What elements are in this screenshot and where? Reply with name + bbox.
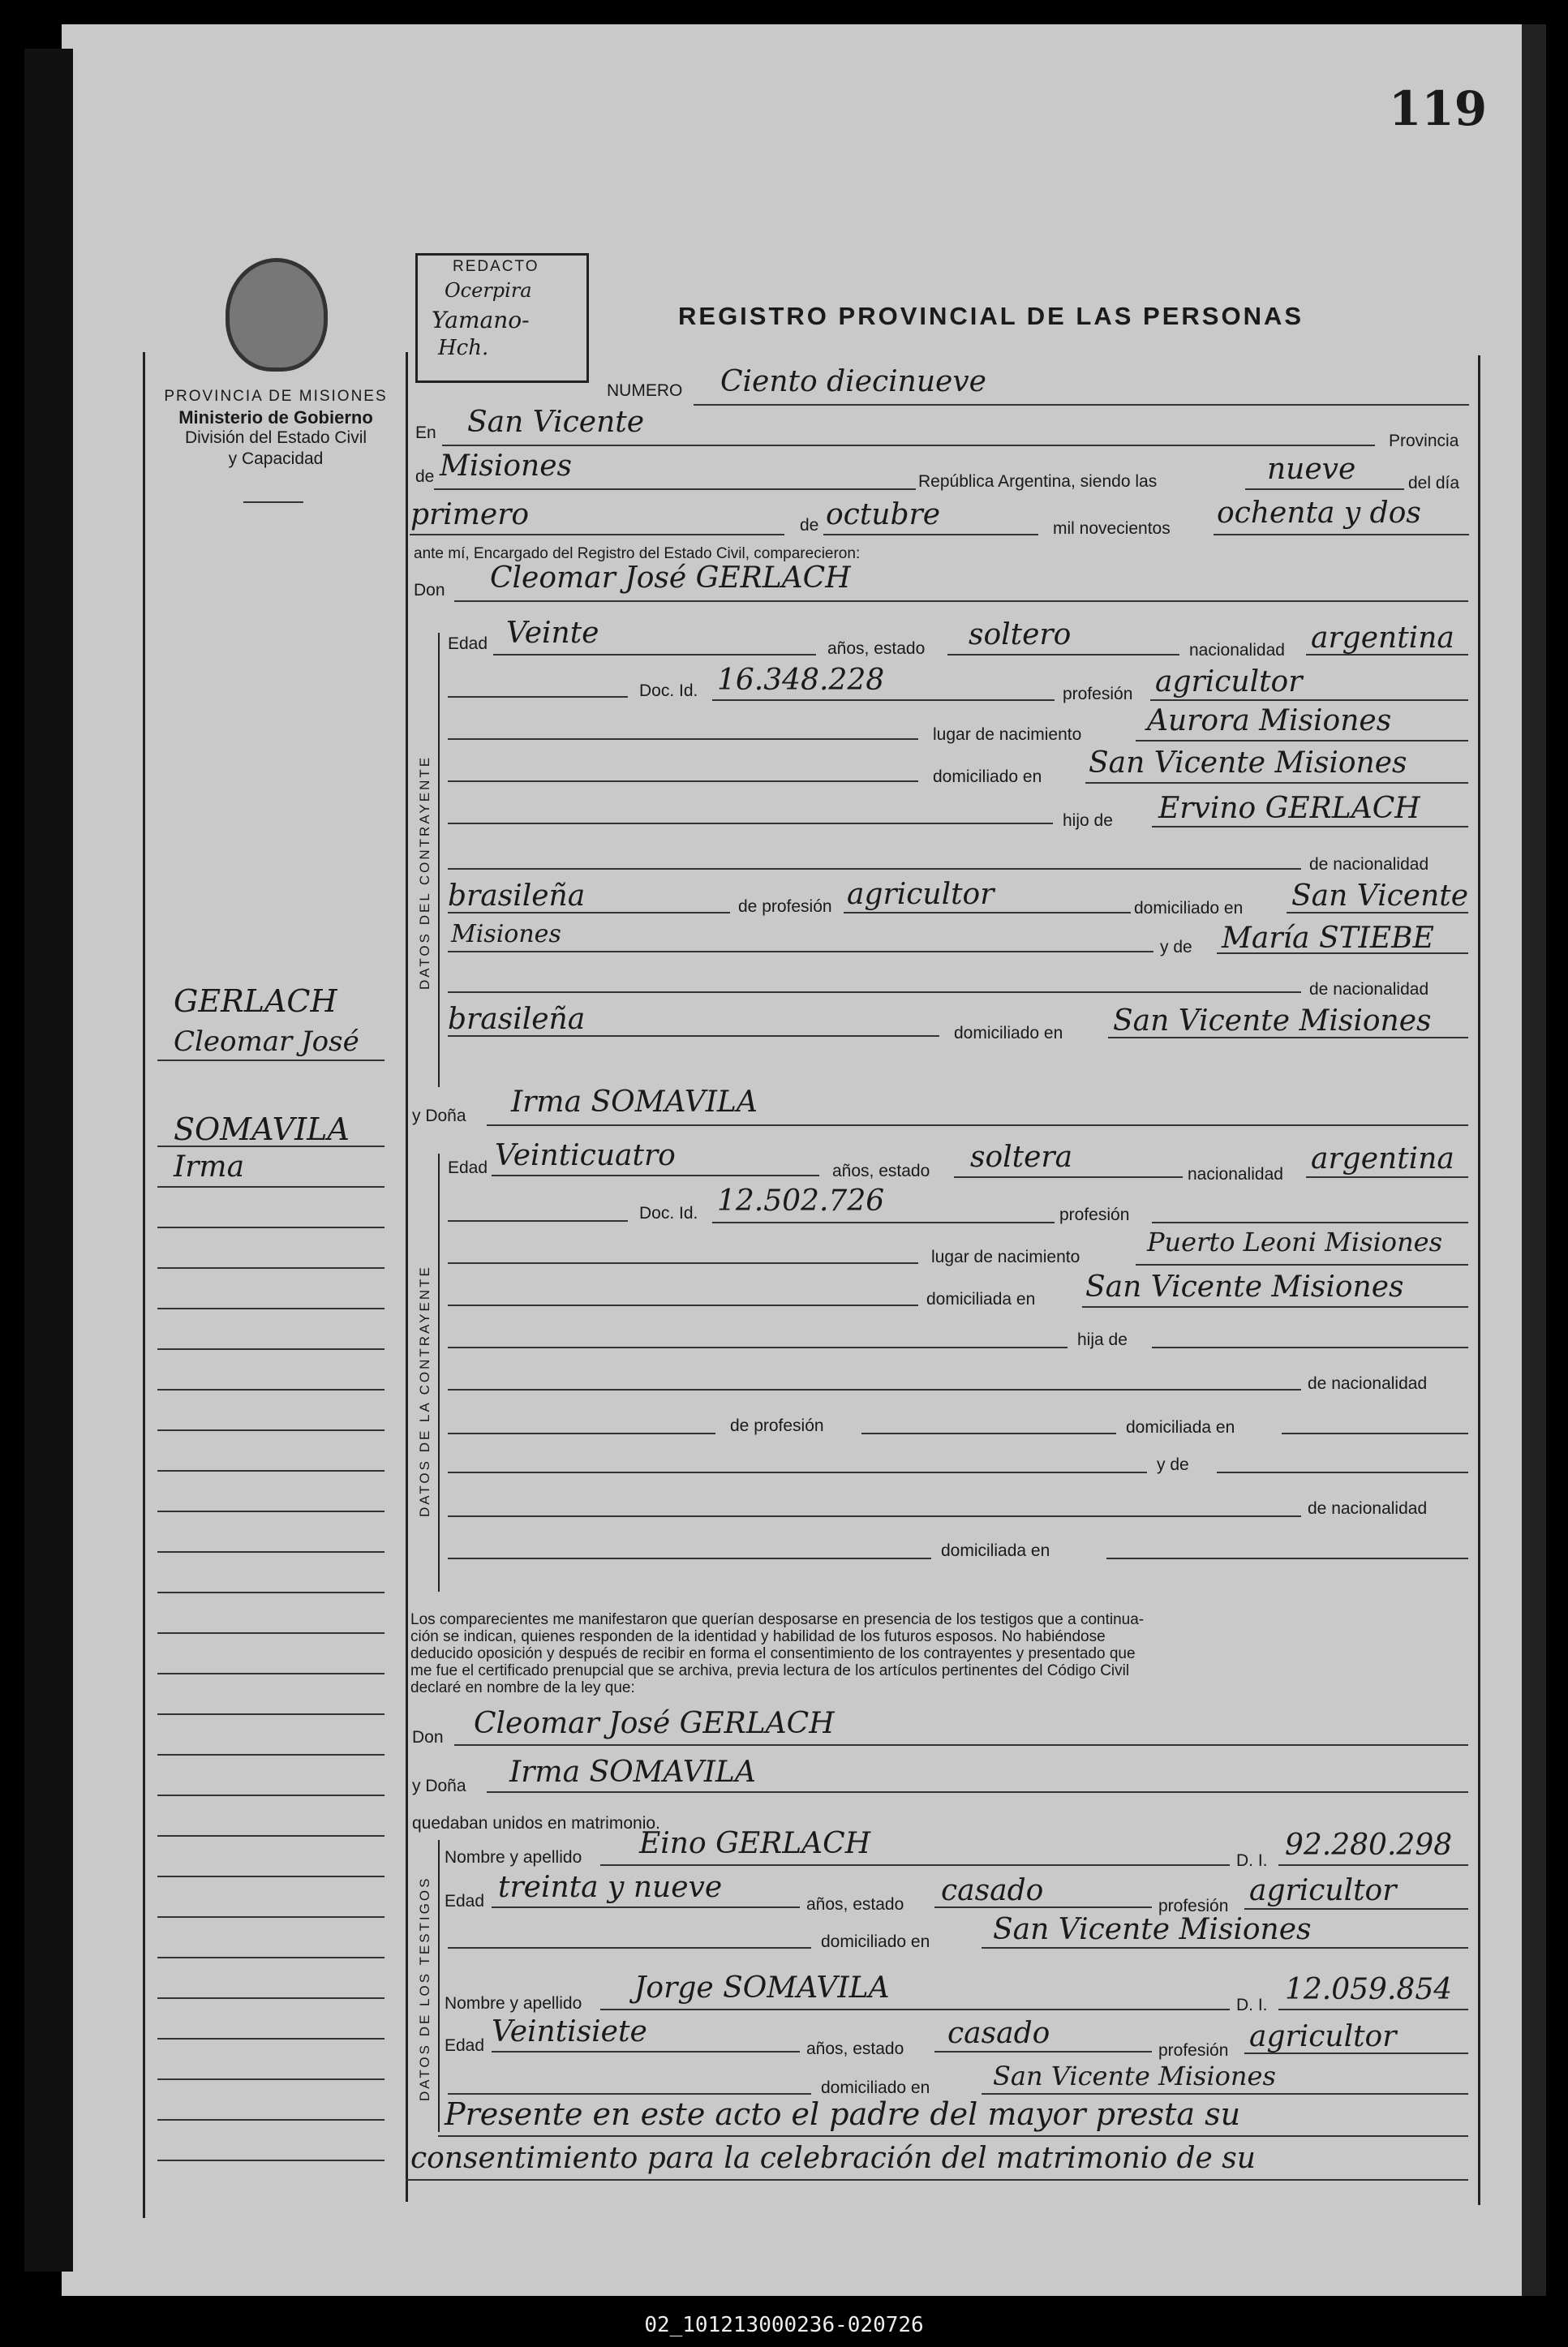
t2-nombre-line — [600, 2009, 1230, 2010]
c-madre-nac-label: de nacionalidad — [1309, 980, 1429, 999]
office-rule — [243, 501, 303, 503]
mes-line — [823, 534, 1038, 535]
f-y-de-label: y de — [1157, 1455, 1189, 1474]
c-padre-prof-value: agricultor — [847, 878, 994, 911]
c-madre-nac-lead-line — [448, 991, 1301, 993]
t1-edad-value: treinta y nueve — [498, 1871, 723, 1904]
f-lugar-label: lugar de nacimiento — [931, 1248, 1080, 1266]
margin-rule-6 — [157, 1389, 384, 1391]
f-madre-nac-line — [448, 1558, 931, 1559]
provincia-label: Provincia — [1389, 432, 1459, 450]
t2-prof-value: agricultor — [1249, 2020, 1397, 2053]
c-edad-label: Edad — [448, 634, 488, 653]
unidos-text: quedaban unidos en matrimonio. — [412, 1814, 660, 1833]
declaration-line-3: deducido oposición y después de recibir en forma el consentimiento de los contrayentes y presentado que — [410, 1645, 1136, 1662]
declaration-line-5: declaré en nombre de la ley que: — [410, 1679, 635, 1696]
mes-value: octubre — [826, 498, 941, 531]
decl-dona-label: y Doña — [412, 1777, 466, 1795]
margin-rule-15 — [157, 1754, 384, 1756]
margin-name-3: SOMAVILA — [174, 1111, 350, 1147]
c-nac-line — [1306, 654, 1468, 656]
t2-di-line — [1278, 2009, 1468, 2010]
c-de-prof-label: de profesión — [738, 897, 832, 916]
contrayenta-side-label: DATOS DE LA CONTRAYENTE — [417, 1265, 432, 1517]
stamp-hand-3: Hch. — [438, 336, 489, 360]
margin-rule-4 — [157, 1308, 384, 1309]
decl-dona-line — [487, 1791, 1468, 1793]
t1-anios-label: años, estado — [806, 1895, 904, 1914]
f-nac-label: nacionalidad — [1188, 1165, 1283, 1184]
f-hija-label: hija de — [1077, 1330, 1128, 1349]
declaration-paragraph — [410, 1611, 1478, 1696]
t1-di-label: D. I. — [1236, 1851, 1268, 1870]
f-anios-label: años, estado — [832, 1162, 930, 1180]
stamp-label: REDACTO — [453, 258, 539, 275]
t1-prof-label: profesión — [1158, 1897, 1229, 1915]
t2-anios-label: años, estado — [806, 2040, 904, 2058]
c-dom-label: domiciliado en — [933, 767, 1042, 786]
f-edad-label: Edad — [448, 1158, 488, 1177]
f-madre-dom-line — [1106, 1558, 1468, 1559]
c-dom-line — [1085, 782, 1468, 784]
contrayente-bracket — [438, 633, 440, 1087]
f-dom-label: domiciliada en — [926, 1290, 1036, 1309]
f-dom-line — [1082, 1306, 1468, 1308]
note-line-2: consentimiento para la celebración del matrimonio de su — [410, 2142, 1256, 2175]
t2-edad-value: Veintisiete — [492, 2015, 647, 2048]
t1-dom-value: San Vicente Misiones — [993, 1913, 1312, 1946]
margin-rule-21 — [157, 1997, 384, 1999]
t2-dom-line — [982, 2093, 1468, 2095]
contrayenta-bracket — [438, 1154, 440, 1592]
c-doc-lead-line — [448, 696, 628, 698]
t2-edad-line — [492, 2051, 800, 2053]
c-y-de-label: y de — [1160, 938, 1192, 956]
c-padre-dom-value: San Vicente — [1291, 879, 1469, 913]
t2-nombre-value: Jorge SOMAVILA — [634, 1971, 890, 2005]
numero-value: Ciento diecinueve — [720, 365, 986, 398]
t1-nombre-value: Eino GERLACH — [639, 1827, 871, 1860]
margin-rule-18 — [157, 1876, 384, 1877]
office-division: División del Estado Civil — [184, 428, 367, 447]
mil-label: mil novecientos — [1053, 519, 1171, 538]
f-doc-value: 12.502.726 — [717, 1184, 885, 1218]
margin-rule-8 — [157, 1470, 384, 1472]
f-padre-prof-line — [861, 1433, 1116, 1434]
margin-name-3-line — [157, 1146, 384, 1147]
scan-footer-code: 02_101213000236-020726 — [644, 2313, 924, 2337]
margin-name-2: Cleomar José — [174, 1025, 359, 1058]
c-prof-label: profesión — [1063, 685, 1133, 703]
decl-don-value: Cleomar José GERLACH — [474, 1707, 835, 1740]
f-edad-line — [492, 1175, 819, 1176]
margin-rule-13 — [157, 1673, 384, 1674]
register-title: REGISTRO PROVINCIAL DE LAS PERSONAS — [678, 302, 1304, 330]
f-nac-line — [1306, 1176, 1468, 1178]
c-madre-dom-line — [1108, 1037, 1468, 1038]
margin-rule-19 — [157, 1916, 384, 1918]
hora-value: nueve — [1267, 453, 1356, 486]
margin-rule-5 — [157, 1348, 384, 1350]
t2-di-label: D. I. — [1236, 1996, 1268, 2014]
c-madre-nac-line — [448, 1035, 939, 1037]
c-lugar-label: lugar de nacimiento — [933, 725, 1082, 744]
don-label: Don — [414, 581, 445, 600]
c-madre-nac-value: brasileña — [448, 1003, 586, 1036]
f-hija-line — [1152, 1347, 1468, 1348]
margin-rule-10 — [157, 1551, 384, 1553]
f-doc-line — [712, 1222, 1055, 1223]
t1-dom-line — [982, 1947, 1468, 1949]
margin-rule — [143, 352, 145, 2218]
t1-nombre-label: Nombre y apellido — [445, 1848, 582, 1867]
t1-estado-line — [934, 1906, 1152, 1908]
margin-name-4: Irma — [174, 1150, 245, 1184]
f-dom-lead-line — [448, 1305, 918, 1306]
del-dia-label: del día — [1408, 474, 1460, 492]
provincial-seal-icon — [226, 258, 328, 372]
t2-estado-line — [934, 2051, 1152, 2053]
c-dom-value: San Vicente Misiones — [1089, 746, 1407, 780]
c-madre-dom-label: domiciliado en — [954, 1024, 1063, 1042]
c-estado-value: soltero — [969, 618, 1072, 651]
margin-rule-20 — [157, 1957, 384, 1958]
f-de-prof-label: de profesión — [730, 1416, 824, 1435]
don-value: Cleomar José GERLACH — [490, 561, 851, 595]
c-prof-line — [1150, 699, 1468, 701]
page-number: 119 — [1389, 81, 1488, 136]
t1-prof-line — [1244, 1908, 1468, 1910]
form-left-rule — [406, 352, 408, 2202]
book-binding — [24, 49, 73, 2272]
t1-estado-value: casado — [941, 1874, 1044, 1907]
f-estado-line — [954, 1176, 1183, 1178]
c-nac-value: argentina — [1311, 621, 1454, 655]
c-padre-value: Ervino GERLACH — [1158, 792, 1420, 825]
don-line — [454, 600, 1468, 602]
margin-rule-24 — [157, 2119, 384, 2121]
margin-rule-22 — [157, 2038, 384, 2040]
f-doc-lead-line — [448, 1220, 628, 1222]
f-edad-value: Veinticuatro — [495, 1139, 676, 1172]
f-prof-line — [1152, 1222, 1468, 1223]
c-lugar-lead-line — [448, 738, 918, 740]
margin-rule-7 — [157, 1429, 384, 1431]
t1-di-value: 92.280.298 — [1285, 1829, 1453, 1862]
c-padre-nac-value: brasileña — [448, 879, 586, 913]
de-line — [434, 488, 916, 490]
f-padre-nac-line — [448, 1433, 715, 1434]
dona-value: Irma SOMAVILA — [511, 1085, 758, 1119]
c-lugar-line — [1136, 740, 1468, 741]
t2-dom-lead-line — [448, 2093, 811, 2095]
t2-nombre-label: Nombre y apellido — [445, 1994, 582, 2013]
en-label: En — [415, 423, 436, 442]
ante-text: ante mí, Encargado del Registro del Estado Civil, comparecieron: — [414, 545, 861, 562]
decl-dona-value: Irma SOMAVILA — [509, 1756, 756, 1789]
decl-don-label: Don — [412, 1728, 444, 1747]
c-edad-value: Veinte — [506, 617, 599, 650]
t2-estado-value: casado — [947, 2017, 1050, 2050]
c-padre-nac-lead-line — [448, 868, 1301, 870]
de-value: Misiones — [440, 449, 573, 483]
f-madre-lead-line — [448, 1472, 1147, 1473]
republica-label: República Argentina, siendo las — [918, 472, 1158, 491]
c-hijo-label: hijo de — [1063, 811, 1113, 830]
de-mes-label: de — [800, 516, 819, 535]
declaration-line-4: me fue el certificado prenupcial que se archiva, previa lectura de los artículos pertinentes del Código Civil — [410, 1662, 1130, 1679]
margin-rule-3 — [157, 1267, 384, 1269]
stamp-hand-1: Ocerpira — [445, 279, 532, 302]
c-hijo-lead-line — [448, 823, 1053, 824]
en-line — [442, 445, 1375, 446]
t1-prof-value: agricultor — [1249, 1874, 1397, 1907]
c-padre-nac-line — [448, 912, 730, 913]
office-capacity: y Capacidad — [228, 449, 324, 468]
f-dom-value: San Vicente Misiones — [1085, 1270, 1404, 1304]
t2-prof-label: profesión — [1158, 2041, 1229, 2060]
dona-line — [487, 1124, 1468, 1126]
dia-value: primero — [410, 498, 530, 531]
f-madre-line — [1217, 1472, 1468, 1473]
decl-don-line — [454, 1744, 1468, 1746]
margin-rule-25 — [157, 2160, 384, 2161]
t2-di-value: 12.059.854 — [1285, 1973, 1453, 2006]
margin-rule-11 — [157, 1592, 384, 1593]
note-rule-2 — [406, 2179, 1468, 2181]
t2-dom-value: San Vicente Misiones — [993, 2061, 1276, 2091]
note-rule-1 — [438, 2135, 1468, 2137]
margin-name-2-line — [157, 1060, 384, 1061]
f-doc-label: Doc. Id. — [639, 1204, 698, 1223]
declaration-line-2: ción se indican, quienes responden de la identidad y habilidad de los futuros esposos. No habiéndose — [410, 1628, 1106, 1645]
c-doc-line — [712, 699, 1055, 701]
f-estado-value: soltera — [970, 1141, 1073, 1174]
f-madre-nac-lead-line — [448, 1515, 1301, 1517]
c-padre-dom-line — [1287, 912, 1468, 913]
declaration-line-1: Los comparecientes me manifestaron que querían desposarse en presencia de los testigos que a continua- — [410, 1611, 1145, 1628]
f-madre-nac-label: de nacionalidad — [1308, 1499, 1428, 1518]
office-province: PROVINCIA DE MISIONES — [164, 388, 388, 405]
f-hija-lead-line — [448, 1347, 1068, 1348]
margin-rule-16 — [157, 1795, 384, 1796]
numero-label: NUMERO — [607, 381, 683, 400]
stamp-hand-2: Yamano- — [432, 307, 530, 333]
de-label: de — [415, 467, 435, 486]
c-padre-line — [1152, 826, 1468, 827]
t2-dom-label: domiciliado en — [821, 2078, 930, 2097]
note-line-1: Presente en este acto el padre del mayor presta su — [445, 2096, 1241, 2132]
testigos-bracket — [438, 1840, 440, 2132]
f-madre-dom-label: domiciliada en — [941, 1541, 1050, 1560]
f-de-nac-label: de nacionalidad — [1308, 1374, 1428, 1393]
margin-rule-12 — [157, 1632, 384, 1634]
c-padre-dom2-value: Misiones — [451, 920, 561, 948]
t1-nombre-line — [600, 1864, 1230, 1866]
dona-label: y Doña — [412, 1107, 466, 1125]
c-doc-label: Doc. Id. — [639, 681, 698, 700]
hora-line — [1245, 488, 1404, 490]
f-nac-value: argentina — [1311, 1142, 1454, 1176]
c-padre-dom2-line — [448, 951, 1153, 952]
margin-rule-1 — [157, 1186, 384, 1188]
c-nac-label: nacionalidad — [1189, 641, 1285, 660]
c-padre-prof-line — [844, 912, 1131, 913]
margin-rule-14 — [157, 1713, 384, 1715]
c-anios-label: años, estado — [827, 639, 926, 658]
t1-dom-lead-line — [448, 1947, 811, 1949]
f-padre-nac-lead-line — [448, 1389, 1301, 1391]
c-madre-dom-value: San Vicente Misiones — [1113, 1004, 1432, 1038]
page-edge — [1522, 24, 1546, 2296]
testigos-side-label: DATOS DE LOS TESTIGOS — [417, 1876, 432, 2101]
c-madre-line — [1217, 952, 1468, 954]
contrayente-side-label: DATOS DEL CONTRAYENTE — [417, 754, 432, 990]
margin-name-1: GERLACH — [174, 983, 337, 1019]
margin-rule-23 — [157, 2078, 384, 2080]
c-prof-value: agricultor — [1155, 665, 1303, 699]
t1-edad-label: Edad — [445, 1892, 485, 1911]
t1-edad-line — [492, 1906, 800, 1908]
margin-rule-9 — [157, 1511, 384, 1512]
f-lugar-lead-line — [448, 1262, 918, 1264]
f-padre-dom-line — [1282, 1433, 1468, 1434]
anio-value: ochenta y dos — [1217, 496, 1421, 530]
t1-di-line — [1278, 1864, 1468, 1866]
anio-line — [1214, 534, 1469, 535]
f-padre-dom-label: domiciliada en — [1126, 1418, 1235, 1437]
c-edad-line — [493, 654, 816, 656]
f-prof-label: profesión — [1059, 1206, 1130, 1224]
c-padre-dom-label: domiciliado en — [1134, 899, 1244, 918]
office-ministry: Ministerio de Gobierno — [178, 407, 373, 428]
margin-rule-17 — [157, 1835, 384, 1837]
en-value: San Vicente — [467, 406, 645, 439]
margin-rule-2 — [157, 1227, 384, 1228]
c-doc-value: 16.348.228 — [717, 664, 885, 697]
t2-prof-line — [1244, 2053, 1468, 2054]
c-de-nac-label: de nacionalidad — [1309, 855, 1429, 874]
f-lugar-line — [1136, 1264, 1468, 1266]
c-estado-line — [947, 654, 1179, 656]
numero-line — [694, 404, 1469, 406]
c-madre-value: María STIEBE — [1222, 922, 1434, 955]
c-dom-lead-line — [448, 780, 918, 782]
t2-edad-label: Edad — [445, 2036, 485, 2055]
c-lugar-value: Aurora Misiones — [1147, 704, 1392, 737]
form-right-rule — [1478, 355, 1480, 2205]
t1-dom-label: domiciliado en — [821, 1932, 930, 1951]
dia-line — [410, 534, 784, 535]
f-lugar-value: Puerto Leoni Misiones — [1147, 1227, 1443, 1257]
